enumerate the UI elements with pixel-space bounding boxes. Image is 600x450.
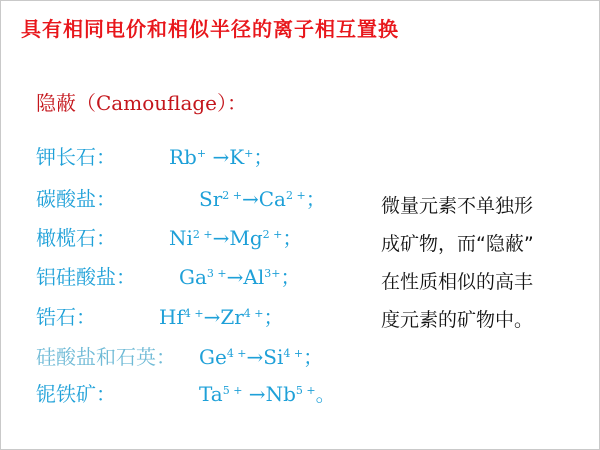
slide-title: 具有相同电价和相似半径的离子相互置换 — [21, 17, 399, 41]
replaces-arrow: → — [242, 382, 266, 406]
ion-trace: Hf — [159, 305, 184, 329]
note-line: 微量元素不单独形 — [381, 195, 534, 217]
substitution-row-carbonate — [36, 183, 326, 212]
mineral-label: 碳酸盐： — [36, 187, 116, 211]
row-terminator: ； — [303, 345, 324, 369]
replaces-arrow: → — [203, 305, 221, 329]
ion-host: K — [229, 145, 245, 169]
ion-trace: Ta — [199, 382, 223, 406]
substitution-row-aluminosilicate — [36, 261, 301, 290]
replaces-arrow: → — [212, 226, 230, 250]
replaces-arrow: → — [206, 145, 230, 169]
mineral-label: 硅酸盐和石英： — [36, 345, 176, 369]
replaces-arrow: → — [246, 345, 264, 369]
ion-charge: 4 + — [226, 347, 247, 360]
ion-charge: + — [196, 147, 207, 160]
ion-charge: 2 + — [192, 228, 213, 241]
ion-charge: 5 + — [295, 384, 316, 397]
substitution-row-columbite — [36, 378, 336, 407]
mineral-label: 锆石： — [36, 305, 96, 329]
substitution-formula — [169, 222, 302, 251]
ion-charge: 5 + — [222, 384, 243, 397]
note-line: 度元素的矿物中。 — [381, 309, 534, 331]
substitution-formula — [199, 378, 336, 407]
substitution-formula — [159, 301, 284, 330]
note-line: 在性质相似的高丰 — [381, 271, 534, 293]
row-terminator: ； — [280, 265, 301, 289]
row-terminator: ； — [282, 226, 303, 250]
ion-host: Ca — [258, 187, 286, 211]
ion-charge: 4 + — [183, 307, 204, 320]
ion-charge: + — [244, 147, 254, 160]
row-terminator: ； — [263, 305, 284, 329]
mineral-label: 钾长石： — [36, 145, 116, 169]
replaces-arrow: → — [241, 187, 259, 211]
ion-charge: 2 + — [262, 228, 283, 241]
substitution-formula — [179, 261, 300, 290]
substitution-row-silicate-quartz — [36, 341, 324, 370]
ion-host: Nb — [265, 382, 296, 406]
ion-host: Zr — [220, 305, 244, 329]
ion-charge: 3+ — [264, 267, 281, 280]
ion-charge: 4 + — [283, 347, 304, 360]
substitution-formula — [169, 141, 273, 170]
ion-trace: Sr — [199, 187, 223, 211]
row-terminator: 。 — [315, 382, 336, 406]
substitution-formula — [199, 341, 323, 370]
ion-charge: 3 + — [206, 267, 227, 280]
substitution-row-zircon — [36, 301, 284, 330]
substitution-formula — [199, 183, 326, 212]
substitution-row-k-feldspar — [36, 141, 274, 170]
ion-trace: Ge — [199, 345, 227, 369]
ion-charge: 4 + — [243, 307, 264, 320]
row-terminator: ； — [305, 187, 326, 211]
mineral-label: 橄榄石： — [36, 226, 116, 250]
substitution-row-olivine — [36, 222, 303, 251]
ion-host: Al — [243, 265, 265, 289]
mineral-label: 铌铁矿： — [36, 382, 116, 406]
camouflage-heading: 隐蔽（Camouflage）： — [36, 91, 248, 115]
ion-host: Mg — [229, 226, 263, 250]
ion-charge: 2 + — [285, 189, 306, 202]
explanation-note — [381, 187, 581, 339]
ion-trace: Ga — [179, 265, 207, 289]
replaces-arrow: → — [226, 265, 244, 289]
ion-host: Si — [263, 345, 284, 369]
note-line: 成矿物，而“隐蔽” — [381, 233, 534, 255]
mineral-label: 铝硅酸盐： — [36, 265, 136, 289]
ion-trace: Rb — [169, 145, 197, 169]
ion-charge: 2 + — [222, 189, 242, 202]
row-terminator: ； — [253, 145, 274, 169]
ion-trace: Ni — [169, 226, 193, 250]
